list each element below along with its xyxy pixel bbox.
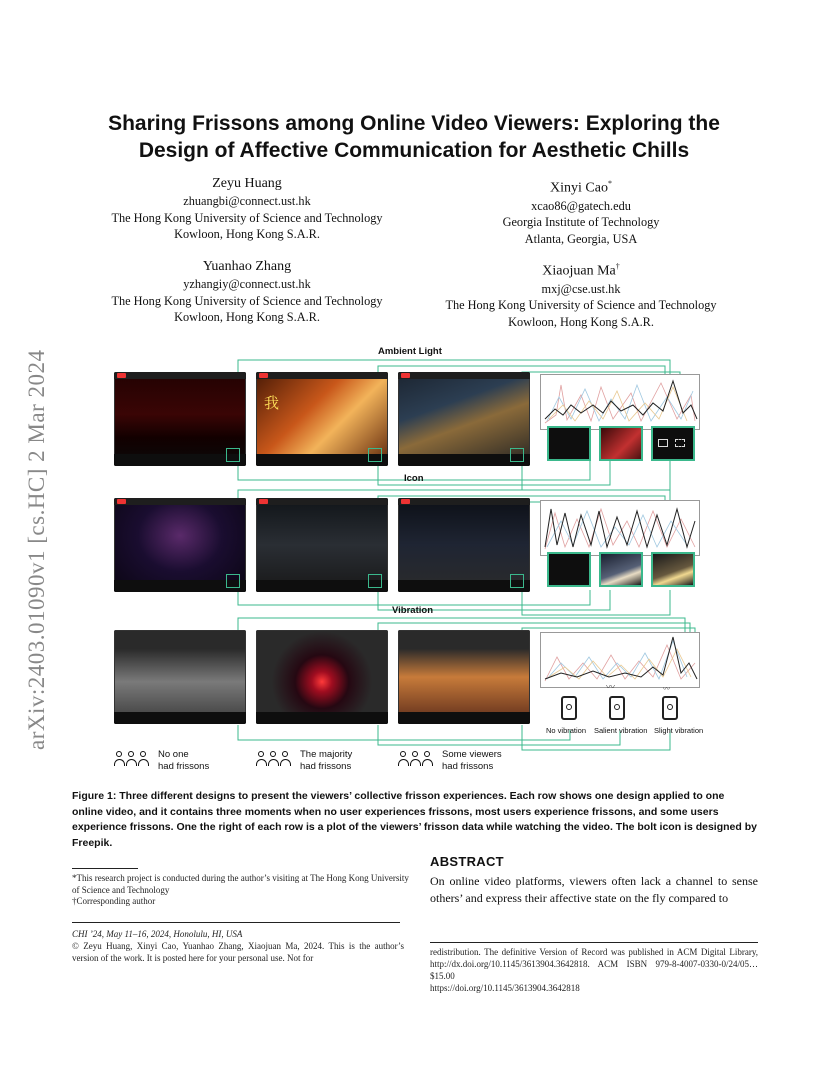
author-name: Zeyu Huang — [212, 176, 282, 191]
video-screenshot-crowd — [398, 498, 530, 592]
icon-thumbnail-bright — [599, 552, 643, 587]
title-line-2: Design of Affective Communication for Aesthetic Chills — [138, 139, 690, 162]
platform-logo-icon — [259, 373, 268, 378]
plot-lines — [541, 633, 699, 687]
author-footnote-mark: † — [615, 262, 620, 271]
author-email: xcao86@gatech.edu — [531, 198, 631, 213]
author-email: mxj@cse.ust.hk — [541, 281, 621, 296]
video-screenshot-singer — [398, 372, 530, 466]
copyright-divider — [72, 922, 400, 923]
platform-logo-icon — [401, 499, 410, 504]
figure-1 — [110, 340, 720, 780]
copyright-notice: © Zeyu Huang, Xinyi Cao, Yuanhao Zhang, Xiaojuan Ma, 2024. This is the author’s version of the work. It is posted here for your personal use. Not for — [72, 941, 404, 963]
legend-majority-frissons — [300, 749, 352, 773]
author-affiliation: The Hong Kong University of Science and Technology — [111, 210, 383, 225]
people-majority-frissons-icon — [256, 750, 290, 770]
screen-icon — [658, 439, 668, 447]
ambient-light-thumbnail-controls — [651, 426, 695, 461]
arxiv-identifier: arXiv:2403.01090v1 [cs.HC] 2 Mar 2024 — [24, 349, 49, 750]
overlay-text: 我 — [264, 394, 280, 412]
row-title-icon: Icon — [404, 473, 424, 484]
phone-vibration-icon — [662, 696, 678, 720]
author-block-1 — [90, 174, 404, 243]
author-location: Kowloon, Hong Kong S.A.R. — [174, 310, 320, 324]
video-screenshot-red-light — [256, 630, 388, 724]
legend-text-line: had frissons — [158, 761, 210, 772]
platform-logo-icon — [117, 499, 126, 504]
platform-logo-icon — [401, 373, 410, 378]
video-screenshot-moonwalk — [114, 630, 246, 724]
vibration-label-none: No vibration — [546, 726, 587, 735]
fullscreen-icon — [675, 439, 685, 447]
author-block-4 — [424, 257, 738, 330]
author-location: Kowloon, Hong Kong S.A.R. — [174, 227, 320, 241]
author-block-3 — [90, 257, 404, 326]
salient-vibration-wave-icon: 〰 — [606, 683, 615, 693]
author-email: yzhangiy@connect.ust.hk — [183, 277, 311, 291]
ambient-light-thumbnail-red — [599, 426, 643, 461]
author-block-2 — [424, 174, 738, 247]
figure-caption: Figure 1: Three different designs to present the viewers’ collective frisson experiences. Each row shows one design applied to one online video, and it contains three moments when no user experiences frissons, most users experience frissons, and some users experience frissons. One the right of each row is a plot of the viewers’ frisson data while watching the video. The bolt icon is designed by Freepik. — [72, 790, 757, 850]
copyright-continued — [430, 946, 758, 994]
phone-vibration-icon — [609, 696, 625, 720]
author-location: Kowloon, Hong Kong S.A.R. — [508, 314, 654, 329]
frisson-plot-vibration — [540, 632, 700, 688]
abstract-heading: ABSTRACT — [430, 854, 504, 869]
frisson-plot-icon — [540, 500, 700, 556]
author-affiliation: Georgia Institute of Technology — [502, 215, 660, 230]
video-screenshot-stadium — [114, 498, 246, 592]
video-screenshot-guitar — [256, 372, 388, 466]
row-title-ambient-light: Ambient Light — [378, 346, 442, 357]
author-email: zhuangbi@connect.ust.hk — [183, 194, 311, 208]
footnote-visiting: *This research project is conducted during the author’s visiting at The Hong Kong University of Science and Technology — [72, 873, 409, 895]
author-affiliation: The Hong Kong University of Science and Technology — [111, 293, 383, 308]
video-screenshot-concert — [114, 372, 246, 466]
legend-text-line: No one — [158, 749, 189, 760]
vibration-label-salient: Salient vibration — [594, 726, 648, 735]
conference-venue: CHI ’24, May 11–16, 2024, Honolulu, HI, USA — [72, 929, 243, 939]
author-affiliation: The Hong Kong University of Science and Technology — [445, 298, 717, 313]
platform-logo-icon — [117, 373, 126, 378]
people-some-frissons-icon — [398, 750, 432, 770]
title-line-1: Sharing Frissons among Online Video Viewers: Exploring the — [108, 112, 720, 135]
paper-title — [60, 110, 768, 164]
footnote-divider — [72, 868, 138, 869]
author-name: Yuanhao Zhang — [202, 259, 292, 274]
abstract-text: On online video platforms, viewers often lack a channel to sense others’ and express their affective state on the fly compared to — [430, 874, 758, 905]
copyright-continued-divider — [430, 942, 758, 943]
video-screenshot-celebration — [398, 630, 530, 724]
author-name: Xiaojuan Ma — [542, 263, 616, 279]
legend-text-line: Some viewers — [442, 749, 502, 760]
video-screenshot-orchestra — [256, 498, 388, 592]
row-title-vibration: Vibration — [392, 605, 433, 616]
ambient-light-thumbnail-dark — [547, 426, 591, 461]
plot-lines — [541, 501, 699, 555]
icon-thumbnail-dark — [547, 552, 591, 587]
footnote-corresponding: †Corresponding author — [72, 896, 156, 906]
phone-vibration-icon — [561, 696, 577, 720]
author-name: Xinyi Cao — [550, 180, 608, 196]
copyright-block — [72, 928, 404, 964]
platform-logo-icon — [259, 499, 268, 504]
frisson-plot-ambient-light — [540, 374, 700, 430]
author-footnote-mark: * — [607, 179, 612, 188]
doi-link[interactable]: https://doi.org/10.1145/3613904.3642818 — [430, 983, 580, 993]
author-location: Atlanta, Georgia, USA — [524, 231, 638, 246]
legend-text-line: The majority — [300, 749, 353, 760]
icon-thumbnail-spark — [651, 552, 695, 587]
slight-vibration-wave-icon: 〰 — [663, 685, 669, 693]
legend-text-line: had frissons — [442, 761, 494, 772]
legend-some-frissons — [442, 749, 502, 773]
legend-no-frissons — [158, 749, 209, 773]
copyright-continued-text: redistribution. The definitive Version of Record was published in ACM Digital Library, http://dx.doi.org/10.1145/3613904.3642818. ACM ISBN 979-8-4007-0330-0/24/05…$15.00 — [430, 947, 758, 981]
legend-text-line: had frissons — [300, 761, 352, 772]
people-no-frissons-icon — [114, 750, 148, 770]
plot-lines — [541, 375, 699, 429]
vibration-label-slight: Slight vibration — [654, 726, 704, 735]
